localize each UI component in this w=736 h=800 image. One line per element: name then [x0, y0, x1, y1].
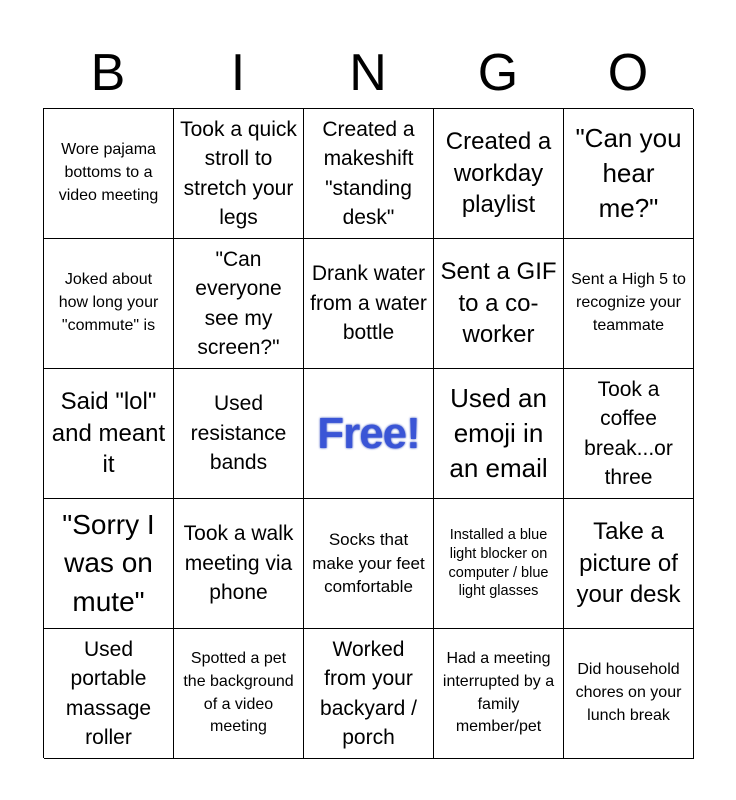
- cell-text: Wore pajama bottoms to a video meeting: [58, 141, 159, 204]
- bingo-cell[interactable]: [44, 239, 174, 369]
- header-letter-i: I: [230, 44, 246, 102]
- cell-text: "Sorry I was on mute": [62, 508, 155, 617]
- bingo-cell[interactable]: [304, 629, 434, 759]
- bingo-cell[interactable]: [304, 239, 434, 369]
- bingo-grid: [43, 108, 693, 758]
- cell-text: Did household chores on your lunch break: [575, 661, 682, 724]
- bingo-cell[interactable]: [564, 629, 694, 759]
- cell-text: "Can everyone see my screen?": [195, 247, 282, 359]
- bingo-cell[interactable]: [174, 109, 304, 239]
- cell-text: Used resistance bands: [190, 392, 287, 475]
- cell-text: Installed a blue light blocker on computer / blue light glasses: [448, 526, 549, 600]
- free-space-cell[interactable]: [304, 369, 434, 499]
- header-letter-n: N: [349, 44, 387, 102]
- bingo-cell[interactable]: [174, 239, 304, 369]
- cell-text: Used portable massage roller: [65, 637, 152, 749]
- cell-text: Took a coffee break...or three: [584, 377, 673, 489]
- cell-text: Said "lol" and meant it: [51, 387, 166, 479]
- free-space-label: Free!: [317, 408, 420, 458]
- cell-text: Took a quick stroll to stretch your legs: [180, 117, 297, 229]
- bingo-cell[interactable]: [44, 369, 174, 499]
- cell-text: Joked about how long your "commute" is: [58, 271, 159, 334]
- bingo-cell[interactable]: [434, 629, 564, 759]
- cell-text: Had a meeting interrupted by a family member/pet: [442, 650, 555, 736]
- cell-text: Created a makeshift "standing desk": [322, 117, 415, 229]
- bingo-cell[interactable]: [44, 499, 174, 629]
- bingo-cell[interactable]: [174, 499, 304, 629]
- bingo-cell[interactable]: [564, 499, 694, 629]
- cell-text: "Can you hear me?": [575, 122, 682, 224]
- bingo-cell[interactable]: [44, 629, 174, 759]
- cell-text: Sent a High 5 to recognize your teammate: [571, 271, 686, 334]
- bingo-cell[interactable]: [564, 109, 694, 239]
- cell-text: Created a workday playlist: [445, 127, 552, 219]
- bingo-cell[interactable]: [564, 239, 694, 369]
- bingo-header: [43, 38, 693, 108]
- header-letter-g: G: [477, 44, 519, 102]
- bingo-cell[interactable]: [434, 109, 564, 239]
- bingo-cell[interactable]: [434, 369, 564, 499]
- cell-text: Worked from your backyard / porch: [320, 637, 417, 749]
- bingo-cell[interactable]: [564, 369, 694, 499]
- bingo-cell[interactable]: [174, 629, 304, 759]
- cell-text: Took a walk meeting via phone: [183, 522, 294, 605]
- cell-text: Used an emoji in an email: [449, 382, 548, 484]
- cell-text: Take a picture of your desk: [576, 517, 681, 609]
- bingo-cell[interactable]: [44, 109, 174, 239]
- header-letter-b: B: [90, 44, 126, 102]
- cell-text: Socks that make your feet comfortable: [312, 530, 425, 597]
- bingo-cell[interactable]: [304, 109, 434, 239]
- bingo-cell[interactable]: [434, 499, 564, 629]
- bingo-cell[interactable]: [304, 499, 434, 629]
- bingo-cell[interactable]: [434, 239, 564, 369]
- cell-text: Spotted a pet the background of a video meeting: [183, 650, 294, 736]
- cell-text: Drank water from a water bottle: [310, 262, 427, 345]
- bingo-cell[interactable]: [174, 369, 304, 499]
- cell-text: Sent a GIF to a co-worker: [440, 257, 557, 349]
- header-letter-o: O: [607, 44, 649, 102]
